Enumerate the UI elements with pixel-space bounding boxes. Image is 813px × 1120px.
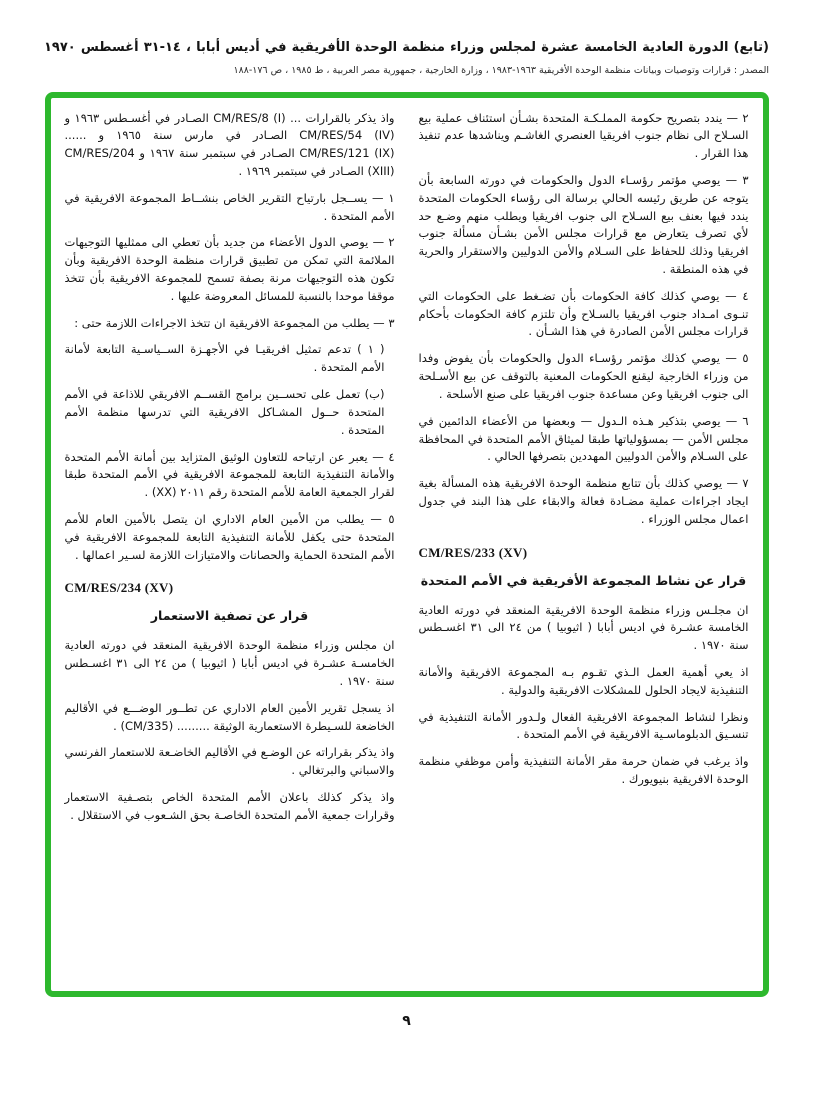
paragraph: واذ يذكر كذلك باعلان الأمم المتحدة الخاص بتصـفية الاستعمار وقرارات جمعية الأمم المتحدة الخاصـة بحق الشـعوب في الاستقلال . (64, 790, 395, 822)
paragraph: واذ يرغب في ضمان حرمة مقر الأمانة التنفيذية وأمن موظفي منظمة الوحدة الافريقية بنيويورك . (418, 754, 749, 787)
session-title: (تابع) الدورة العادية الخامسة عشرة لمجلس وزراء منظمة الوحدة الأفريقية في أديس أبابا ، ١٤-٣١ أغسطس ١٩٧٠ (44, 40, 769, 55)
sub-item: (ب) تعمل على تحســين برامج القســم الافريقي للاذاعة في الأمم المتحدة حــول المشـاكل الافريقية التي تدرسها منظمة الأمم المتحدة . (64, 387, 385, 437)
resolution-code: CM/RES/233 (XV) (418, 544, 528, 560)
source-note: المصدر : قرارات وتوصيات وبيانات منظمة الوحدة الأفريقية ١٩٦٣-١٩٨٣ ، وزارة الخارجية ، جمهورية مصر العربية ، ط ١٩٨٥ ، ص ١٧٦-١٨٨ (233, 64, 769, 76)
paragraph: ٤ — يوصي كذلك كافة الحكومات بأن تضـغط على الحكومات التي تنـوى امـداد جنوب افريقيا بالسـلاح وأن تلتزم كافة الحكومات بأحكام قرارات مجلس الأمن الصادرة في هذا الشـأن . (418, 288, 749, 339)
page-header (0, 38, 813, 76)
page-footer (0, 1013, 813, 1029)
paragraph: اذ يعي أهمية العمل الـذي تقـوم بـه المجموعة الافريقية والأمانة التنفيذية لايجاد الحلول للمشكلات الافريقية والدولية . (418, 665, 749, 697)
page-number: ٩ (402, 1012, 411, 1029)
content-border-box (45, 92, 769, 997)
paragraph: ان مجلـس وزراء منظمة الوحدة الافريقية المنعقد في دورته العادية الخامسة عشـرة في اديس أبابا ( اثيوبيا ) من ٢٤ الى ٣١ اغسـطس سنة ١٩٧٠ . (418, 602, 749, 653)
paragraph: ٢ — يوصي الدول الأعضاء من جديد بأن تعطي الى ممثليها التوجيهات الملائمة التي تمكن من تطبيق قرارات منظمة الوحدة الافريقية وبأن تكون هذه التوجيهات مرنة بصفة تسمح للمجموعة الافريقية بأن تتخذ موقفا موحدا بالنسبة للمسائل المعروضة عليها . (64, 235, 395, 303)
paragraph: ٥ — يوصي كذلك مؤتمر رؤسـاء الدول والحكومات بأن يفوض وفدا من وزراء الخارجية ليقنع الحكومات المعنية بالتوقف عن بيع الأسـلحة الى جنوب افريقيا وعن مساعدة جنوب افريقيا على صنع الأسلحة . (418, 351, 749, 401)
paragraph: ٤ — يعبر عن ارتياحه للتعاون الوثيق المتزايد بين أمانة الأمم المتحدة والأمانة التنفيذية التابعة للمجموعة الافريقية في الأمم المتحدة طبقا لقرار الجمعية العامة للأمم المتحدة رقم ٢٠١١ ‎(XX)‎ . (64, 449, 395, 500)
paragraph: ٥ — يطلب من الأمين العام الاداري ان يتصل بالأمين العام للأمم المتحدة حتى يكفل للأمانة التنفيذية التابعة للمجموعة الافريقية في الأمم المتحدة الحماية والحصانات والامتيازات اللازمة لسـير اعمالها . (64, 511, 395, 562)
paragraph: ٢ — يندد بتصريح حكومة المملـكـة المتحدة بشـأن استئناف عملية بيع السـلاح الى نظام جنوب افريقيا العنصري الغاشـم ويناشدها عدم تنفيذ هذا القرار . (418, 110, 749, 161)
resolution-title: قرار عن تصفية الاستعمار (150, 608, 309, 624)
paragraph: ٦ — يوصي بتذكير هـذه الـدول — وبعضها من الأعضاء الدائمين في مجلس الأمن — بمسؤولياتها طبقا لميثاق الأمم المتحدة في المحافظة على السـلام والأمن الدوليين المهددين بتصرفها الحالي . (418, 413, 749, 464)
resolution-title: قرار عن نشاط المجموعة الأفريقية في الأمم المتحدة (420, 572, 747, 588)
paragraph: واذ يذكر بقراراته عن الوضـع في الأقاليم الخاضـعة للاستعمار الفرنسي والاسباني والبرتغالي . (64, 745, 395, 778)
column-right (419, 110, 749, 834)
paragraph: ٣ — يطلب من المجموعة الافريقية ان تتخذ الاجراءات اللازمة حتى : (74, 315, 395, 330)
two-column-layout (65, 110, 749, 834)
column-left (65, 110, 395, 834)
resolution-code: CM/RES/234 (XV) (64, 580, 174, 596)
paragraph: ١ — يســجل بارتياح التقرير الخاص بنشــاط المجموعة الافريقية في الأمم المتحدة . (64, 190, 395, 223)
paragraph: واذ يذكر بالقرارات ... ‎CM/RES/8 (I)‎ الصـادر في أغسـطس ١٩٦٣ و ‎CM/RES/54 (IV)‎ الصـادر في مارس سنة ١٩٦٥ و ...... ‎CM/RES/121 (IX)‎ الصـادر في سبتمبر سنة ١٩٦٧ و ‎CM/RES/204 (XIII)‎ الصـادر في سبتمبر ١٩٦٩ . (64, 110, 395, 178)
paragraph: اذ يسجل تقرير الأمين العام الاداري عن تطــور الوضـــع في الأقاليم الخاضعة للسـيطرة الاستعمارية الوثيقة ......... ‎(CM/335)‎ . (64, 700, 395, 733)
paragraph: ٣ — يوصي مؤتمر رؤسـاء الدول والحكومات في دورته السابعة بأن يتوجه عن طريق رئيسه الحالي برسالة الى رؤساء الحكومات المتحدة يندد فيها بعنف بيع السـلاح الى جنوب افريقيا ويطلب منهم وضـع حد لأي تصرف يتعارض مع قرارات مجلس الأمن بشـأن مسألة جنوب افريقيا وذلك للحفاظ على السـلام والأمن الدوليين والاستقرار والحرية في هذه المنطقة . (418, 172, 749, 276)
sub-item: ( ١ ) تدعم تمثيل افريقيـا في الأجهـزة الســياسـية التابعة لأمانة الأمم المتحدة . (64, 342, 385, 375)
paragraph: ٧ — يوصي كذلك بأن تتابع منظمة الوحدة الافريقية هذه المسألة بغية ايجاد اجراءات عملية مضـادة فعالة والابقاء على هذا البند في جدول اعمال مجلس الوزراء . (418, 476, 749, 526)
paragraph: ان مجلس وزراء منظمة الوحدة الافريقية المنعقد في دورته العادية الخامسـة عشـرة في اديس أبابا ( اثيوبيا ) من ٢٤ الى ٣١ اغسـطس سنة ١٩٧٠ . (64, 638, 395, 688)
paragraph: ونظرا لنشاط المجموعة الافريقية الفعال ولـدور الأمانة التنفيذية في تنسـيق الدبلوماسـية الافريقية في الأمم المتحدة . (418, 709, 749, 742)
